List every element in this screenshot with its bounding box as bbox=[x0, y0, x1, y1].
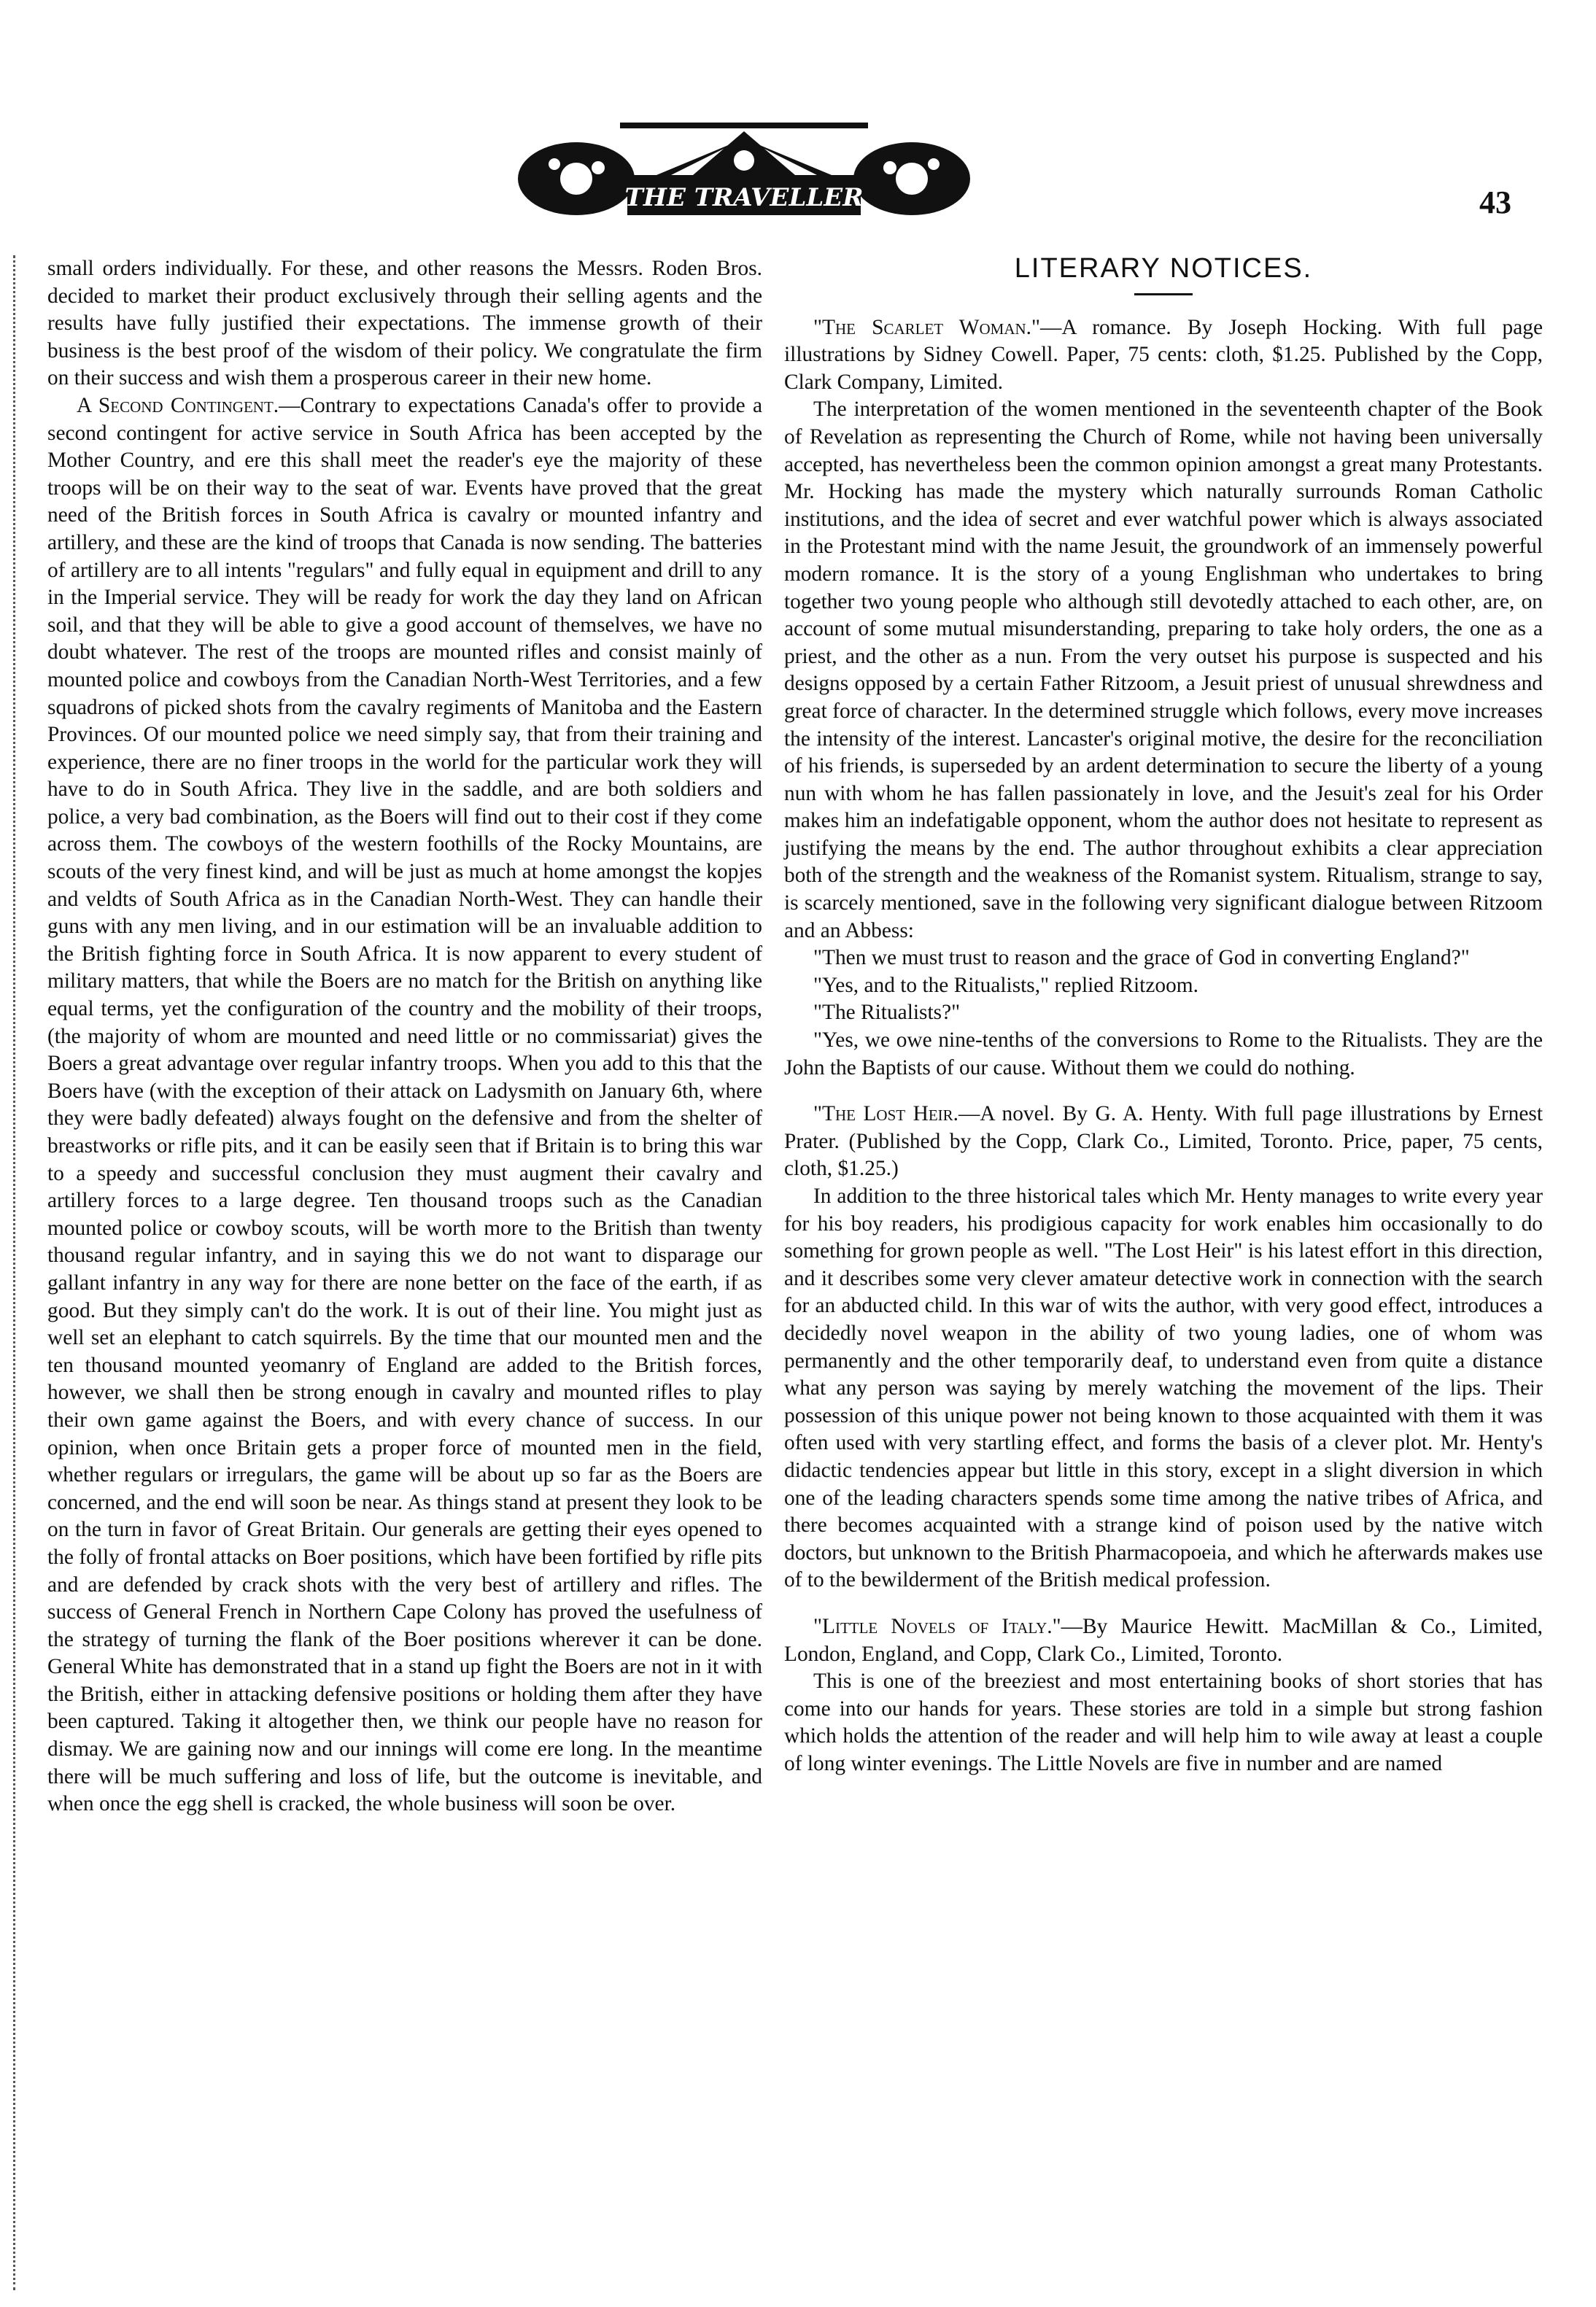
notice-lost-heir-details: —A novel. By G. A. Henty. With full page illustrations by Ernest Prater. (Published by the Copp, Clark Co., Limited, Toronto. Price, paper, 75 cents, cloth, $1.25.) bbox=[784, 1102, 1543, 1181]
paragraph-second-contingent bbox=[47, 392, 762, 1818]
notice-lost-heir-header bbox=[784, 1101, 1543, 1183]
notice-scarlet-woman-body: The interpretation of the women mentioned in the seventeenth chapter of the Book of Revelation as representing the Church of Rome, while not having been universally accepted, has nevertheless been the common opinion amongst a great many Protestants. Mr. Hocking has made the mystery which naturally surrounds Roman Catholic institutions, and the idea of secret and ever watchful power which is always associated in the Protestant mind with the name Jesuit, the groundwork of an immensely powerful modern romance. It is the story of a young Englishman who undertakes to bring together two young people who although still devotedly attached to each other, are, on account of some mutual misunderstanding, preparing to take holy orders, the one as a priest, and the other as a nun. From the very outset his purpose is suspected and his designs opposed by a certain Father Ritzoom, a Jesuit priest of unusual shrewdness and great force of character. In the determined struggle which follows, every move increases the intensity of the interest. Lancaster's original motive, the desire for the reconciliation of his friends, is superseded by an ardent determination to secure the liberty of a young nun with whom he has fallen passionately in love, and the Jesuit's zeal for his Order makes him an indefatigable opponent, whom the author does not hesitate to represent as justifying the means by the end. The author throughout exhibits a clear appreciation both of the strength and the weakness of the Romanist system. Ritualism, strange to say, is scarcely mentioned, save in the following very significant dialogue between Ritzoom and an Abbess: bbox=[784, 398, 1543, 942]
left-column bbox=[47, 255, 762, 1818]
masthead-ornament bbox=[511, 109, 977, 226]
notice-lost-heir-title: "The Lost Heir. bbox=[813, 1102, 958, 1126]
scanned-page-edge bbox=[0, 255, 15, 2290]
second-contingent-body: —Contrary to expectations Canada's offer to provide a second contingent for active service in South Africa has been accepted by the Mother Country, and ere this shall meet the reader's eye the majority of these troops will be on their way to the seat of war. Events have proved that the great need of the British forces in South Africa is cavalry or mounted infantry and artillery, and these are the kind of troops that Canada is now sending. The batteries of artillery are to all intents "regulars" and fully equal in equipment and drill to any in the Imperial service. They will be ready for work the day they land on African soil, and that they will be able to give a good account of themselves, we have no doubt whatever. The rest of the troops are mounted rifles and consist mainly of mounted police and cowboys from the Canadian North-West Territories, and a few squadrons of picked shots from the cavalry regiments of Manitoba and the Eastern Provinces. Of our mounted police we need simply say, that from their training and experience, there are no finer troops in the world for the particular work they will have to do in South Africa. They live in the saddle, and are both soldiers and police, a very bad combination, as the Boers will find out to their cost if they come across them. The cowboys of the western foothills of the Rocky Mountains, are scouts of the very finest kind, and will be just as much at home amongst the kopjes and veldts of South Africa as in the Canadian North-West. They can handle their guns with any men living, and in our estimation will be an invaluable addition to the British fighting force in South Africa. It is now apparent to every student of military matters, that while the Boers are no match for the British on anything like equal terms, yet the configuration of the country and the mobility of their troops, (the majority of whom are mounted and need little or no commissariat) gives the Boers a great advantage over regular infantry troops. When you add to this that the Boers have (with the exception of their attack on Ladysmith on January 6th, where they were badly defeated) always fought on the defensive and from the shelter of breastworks or rifle pits, and it can be easily seen that if Britain is to bring this war to a speedy and successful conclusion they must augment their cavalry and artillery forces to a large degree. Ten thousand troops such as the Canadian mounted police or cowboy scouts, will be worth more to the British than twenty thousand regular infantry, and in saying this we do not want to disparage our gallant infantry in any way for there are none better on the face of the earth, if as good. But they simply can't do the work. It is out of their line. You might just as well set an elephant to catch squirrels. By the time that our mounted men and the ten thousand mounted yeomanry of England are added to the British forces, however, we shall then be strong enough in cavalry and mounted rifles to play their own game against the Boers, and with every chance of success. In our opinion, when once Britain gets a proper force of mounted men in the field, whether regulars or irregulars, the game will be about up so far as the Boers are concerned, and the end will soon be near. As things stand at present they look to be on the turn in favor of Great Britain. Our generals are getting their eyes opened to the folly of frontal attacks on Boer positions, which have been fortified by rifle pits and are defended by crack shots with the very best of artillery and rifles. The success of General French in Northern Cape Colony has proved the usefulness of the strategy of turning the flank of the Boer positions wherever it can be done. General White has demonstrated that in a stand up fight the Boers are not in it with the British, either in attacking defensive positions or holding them after they have been captured. Taking it altogether then, we think our people have no reason for dismay. We are gaining now and our innings will come ere long. In the meantime there will be much suffering and loss of life, but the outcome is inevitable, and when once the egg shell is cracked, the whole business will soon be over. bbox=[47, 393, 762, 1816]
notice-little-novels-header bbox=[784, 1613, 1543, 1668]
dialogue-line-4: "Yes, we owe nine-tenths of the conversions to Rome to the Ritualists. They are the John the Baptists of our cause. Without them we could do nothing. bbox=[784, 1028, 1543, 1079]
notice-scarlet-woman-title: "The Scarlet Woman." bbox=[813, 315, 1041, 339]
dialogue-line-3: "The Ritualists?" bbox=[813, 1001, 961, 1025]
notice-scarlet-woman-header bbox=[784, 314, 1543, 397]
notice-little-novels-title: "Little Novels of Italy." bbox=[813, 1614, 1061, 1638]
dialogue-line-2: "Yes, and to the Ritualists," replied Ritzoom. bbox=[813, 973, 1198, 997]
heading-rule bbox=[1134, 293, 1193, 295]
paragraph-roden-bros: small orders individually. For these, and other reasons the Messrs. Roden Bros. decided to market their product exclusively through their selling agents and the results have fully justified their expectations. The immense growth of their business is the best proof of the wisdom of their policy. We congratulate the firm on their success and wish them a prosperous career in their new home. bbox=[47, 257, 762, 390]
literary-notices-heading: LITERARY NOTICES. bbox=[1014, 253, 1313, 284]
notice-little-novels-body: This is one of the breeziest and most entertaining books of short stories that has come into our hands for years. These stories are told in a simple but strong fashion which holds the attention of the reader and will help him to wile away at least a couple of long winter evenings. The Little Novels are five in number and are named bbox=[784, 1670, 1543, 1775]
masthead-title: THE TRAVELLER bbox=[624, 183, 864, 212]
notice-scarlet-woman-details: —A romance. By Joseph Hocking. With full page illustrations by Sidney Cowell. Paper, 75 cents: cloth, $1.25. Published by the Copp, Clark Company, Limited. bbox=[784, 315, 1543, 394]
notice-lost-heir-body: In addition to the three historical tales which Mr. Henty manages to write every year for his boy readers, his prodigious capacity for work enables him occasionally to do something for grown people as well. "The Lost Heir" is his latest effort in this direction, and it describes some very clever amateur detective work in connection with the search for an abducted child. In this war of wits the author, with very good effect, introduces a decidedly novel weapon in the ability of two young ladies, one of whom was permanently and the other temporarily deaf, to understand even from quite a distance what any person was saying by merely watching the movement of the lips. Their possession of this unique power not being known to those acquainted with them it was often used with very startling effect, and forms the basis of a clever plot. Mr. Henty's didactic tendencies appear but little in this story, except in a slight diversion in which one of the leading characters spends some time among the native tribes of Africa, and there becomes acquainted with a strange kind of poison used by the native witch doctors, but unknown to the British Pharmacopoeia, and which he afterwards makes use of to the bewilderment of the British medical profession. bbox=[784, 1184, 1543, 1592]
dialogue-line-1: "Then we must trust to reason and the grace of God in converting England?" bbox=[813, 946, 1470, 970]
page-number: 43 bbox=[1479, 185, 1511, 220]
notice-little-novels-details: —By Maurice Hewitt. MacMillan & Co., Limited, London, England, and Copp, Clark Co., Limited, Toronto. bbox=[784, 1614, 1543, 1666]
second-contingent-lead: A Second Contingent. bbox=[77, 393, 279, 417]
right-column bbox=[784, 255, 1543, 1777]
